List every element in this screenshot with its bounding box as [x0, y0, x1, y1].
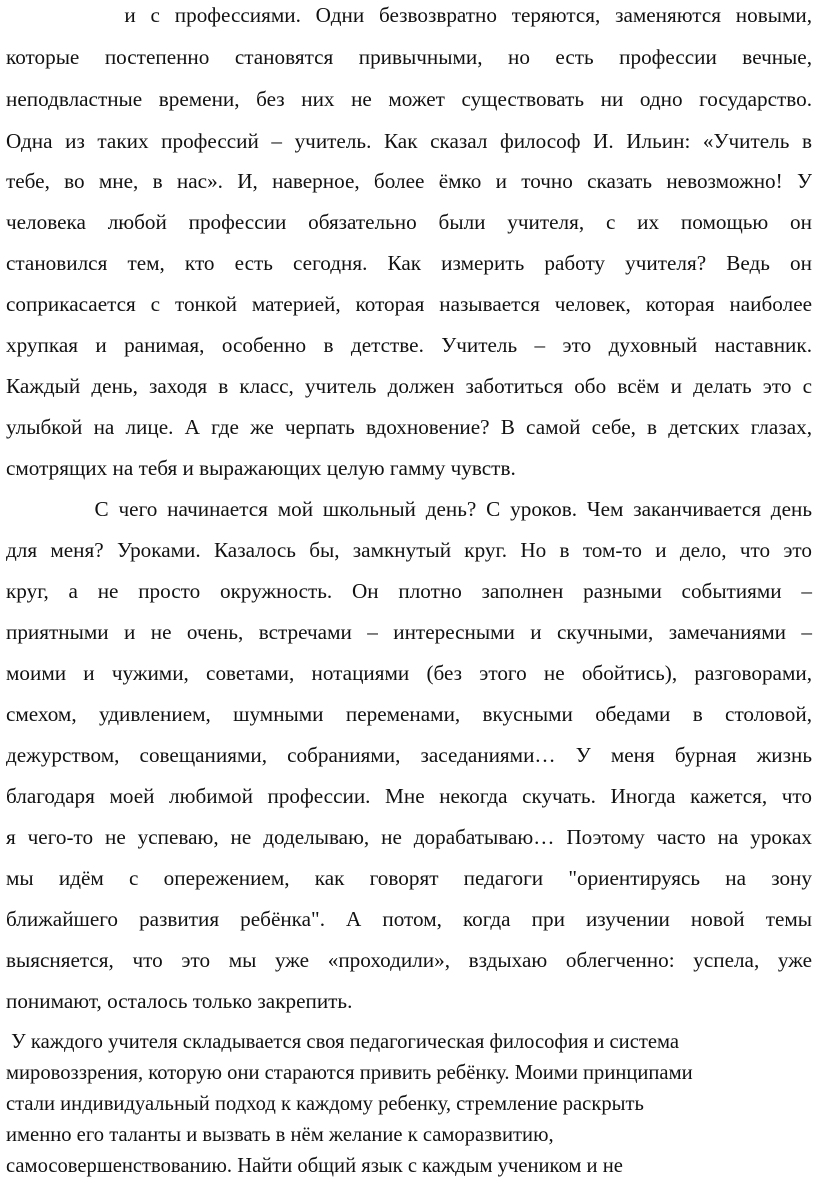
text-line: Каждый день, заходя в класс, учитель должен заботиться обо всём и делать это с [6, 374, 812, 398]
text-line: С чего начинается мой школьный день? С уроков. Чем заканчивается день [6, 497, 812, 521]
text-line: ближайшего развития ребёнка". А потом, когда при изучении новой темы [6, 907, 812, 931]
text-line: которые постепенно становятся привычными, но есть профессии вечные, [6, 45, 812, 69]
text-line: моими и чужими, советами, нотациями (без этого не обойтись), разговорами, [6, 661, 812, 685]
text-line: улыбкой на лице. А где же черпать вдохновение? В самой себе, в детских глазах, [6, 415, 812, 439]
text-line: человека любой профессии обязательно были учителя, с их помощью он [6, 210, 812, 234]
text-line: У каждого учителя складывается своя педагогическая философия и система [6, 1031, 680, 1053]
text-line: соприкасается с тонкой материей, которая называется человек, которая наиболее [6, 292, 812, 316]
text-line: тебе, во мне, в нас». И, наверное, более ёмко и точно сказать невозможно! У [6, 169, 812, 193]
text-line: для меня? Уроками. Казалось бы, замкнутый круг. Но в том-то и дело, что это [6, 538, 812, 562]
text-line: именно его таланты и вызвать в нём желание к саморазвитию, [6, 1124, 554, 1146]
text-line: смотрящих на тебя и выражающих целую гамму чувств. [6, 456, 516, 480]
text-line: понимают, осталось только закрепить. [6, 989, 353, 1013]
text-line: Одна из таких профессий – учитель. Как сказал философ И. Ильин: «Учитель в [6, 129, 812, 153]
text-line: стали индивидуальный подход к каждому ребенку, стремление раскрыть [6, 1093, 644, 1115]
text-line: и с профессиями. Одни безвозвратно теряются, заменяются новыми, [6, 3, 812, 27]
text-line: выясняется, что это мы уже «проходили», вздыхаю облегченно: успела, уже [6, 948, 812, 972]
text-line: мы идём с опережением, как говорят педагоги "ориентируясь на зону [6, 866, 812, 890]
text-line: хрупкая и ранимая, особенно в детстве. Учитель – это духовный наставник. [6, 333, 812, 357]
text-line: я чего-то не успеваю, не доделываю, не дорабатываю… Поэтому часто на уроках [6, 825, 812, 849]
text-line: дежурством, совещаниями, собраниями, заседаниями… У меня бурная жизнь [6, 743, 812, 767]
text-line: становился тем, кто есть сегодня. Как измерить работу учителя? Ведь он [6, 251, 812, 275]
text-line: смехом, удивлением, шумными переменами, вкусными обедами в столовой, [6, 702, 812, 726]
text-line: приятными и не очень, встречами – интересными и скучными, замечаниями – [6, 620, 812, 644]
text-line: благодаря моей любимой профессии. Мне некогда скучать. Иногда кажется, что [6, 784, 812, 808]
text-line: самосовершенствованию. Найти общий язык с каждым учеником и не [6, 1155, 623, 1177]
text-line: мировоззрения, которую они стараются привить ребёнку. Моими принципами [6, 1062, 693, 1084]
text-line: круг, а не просто окружность. Он плотно заполнен разными событиями – [6, 579, 812, 603]
text-line: неподвластные времени, без них не может существовать ни одно государство. [6, 87, 812, 111]
